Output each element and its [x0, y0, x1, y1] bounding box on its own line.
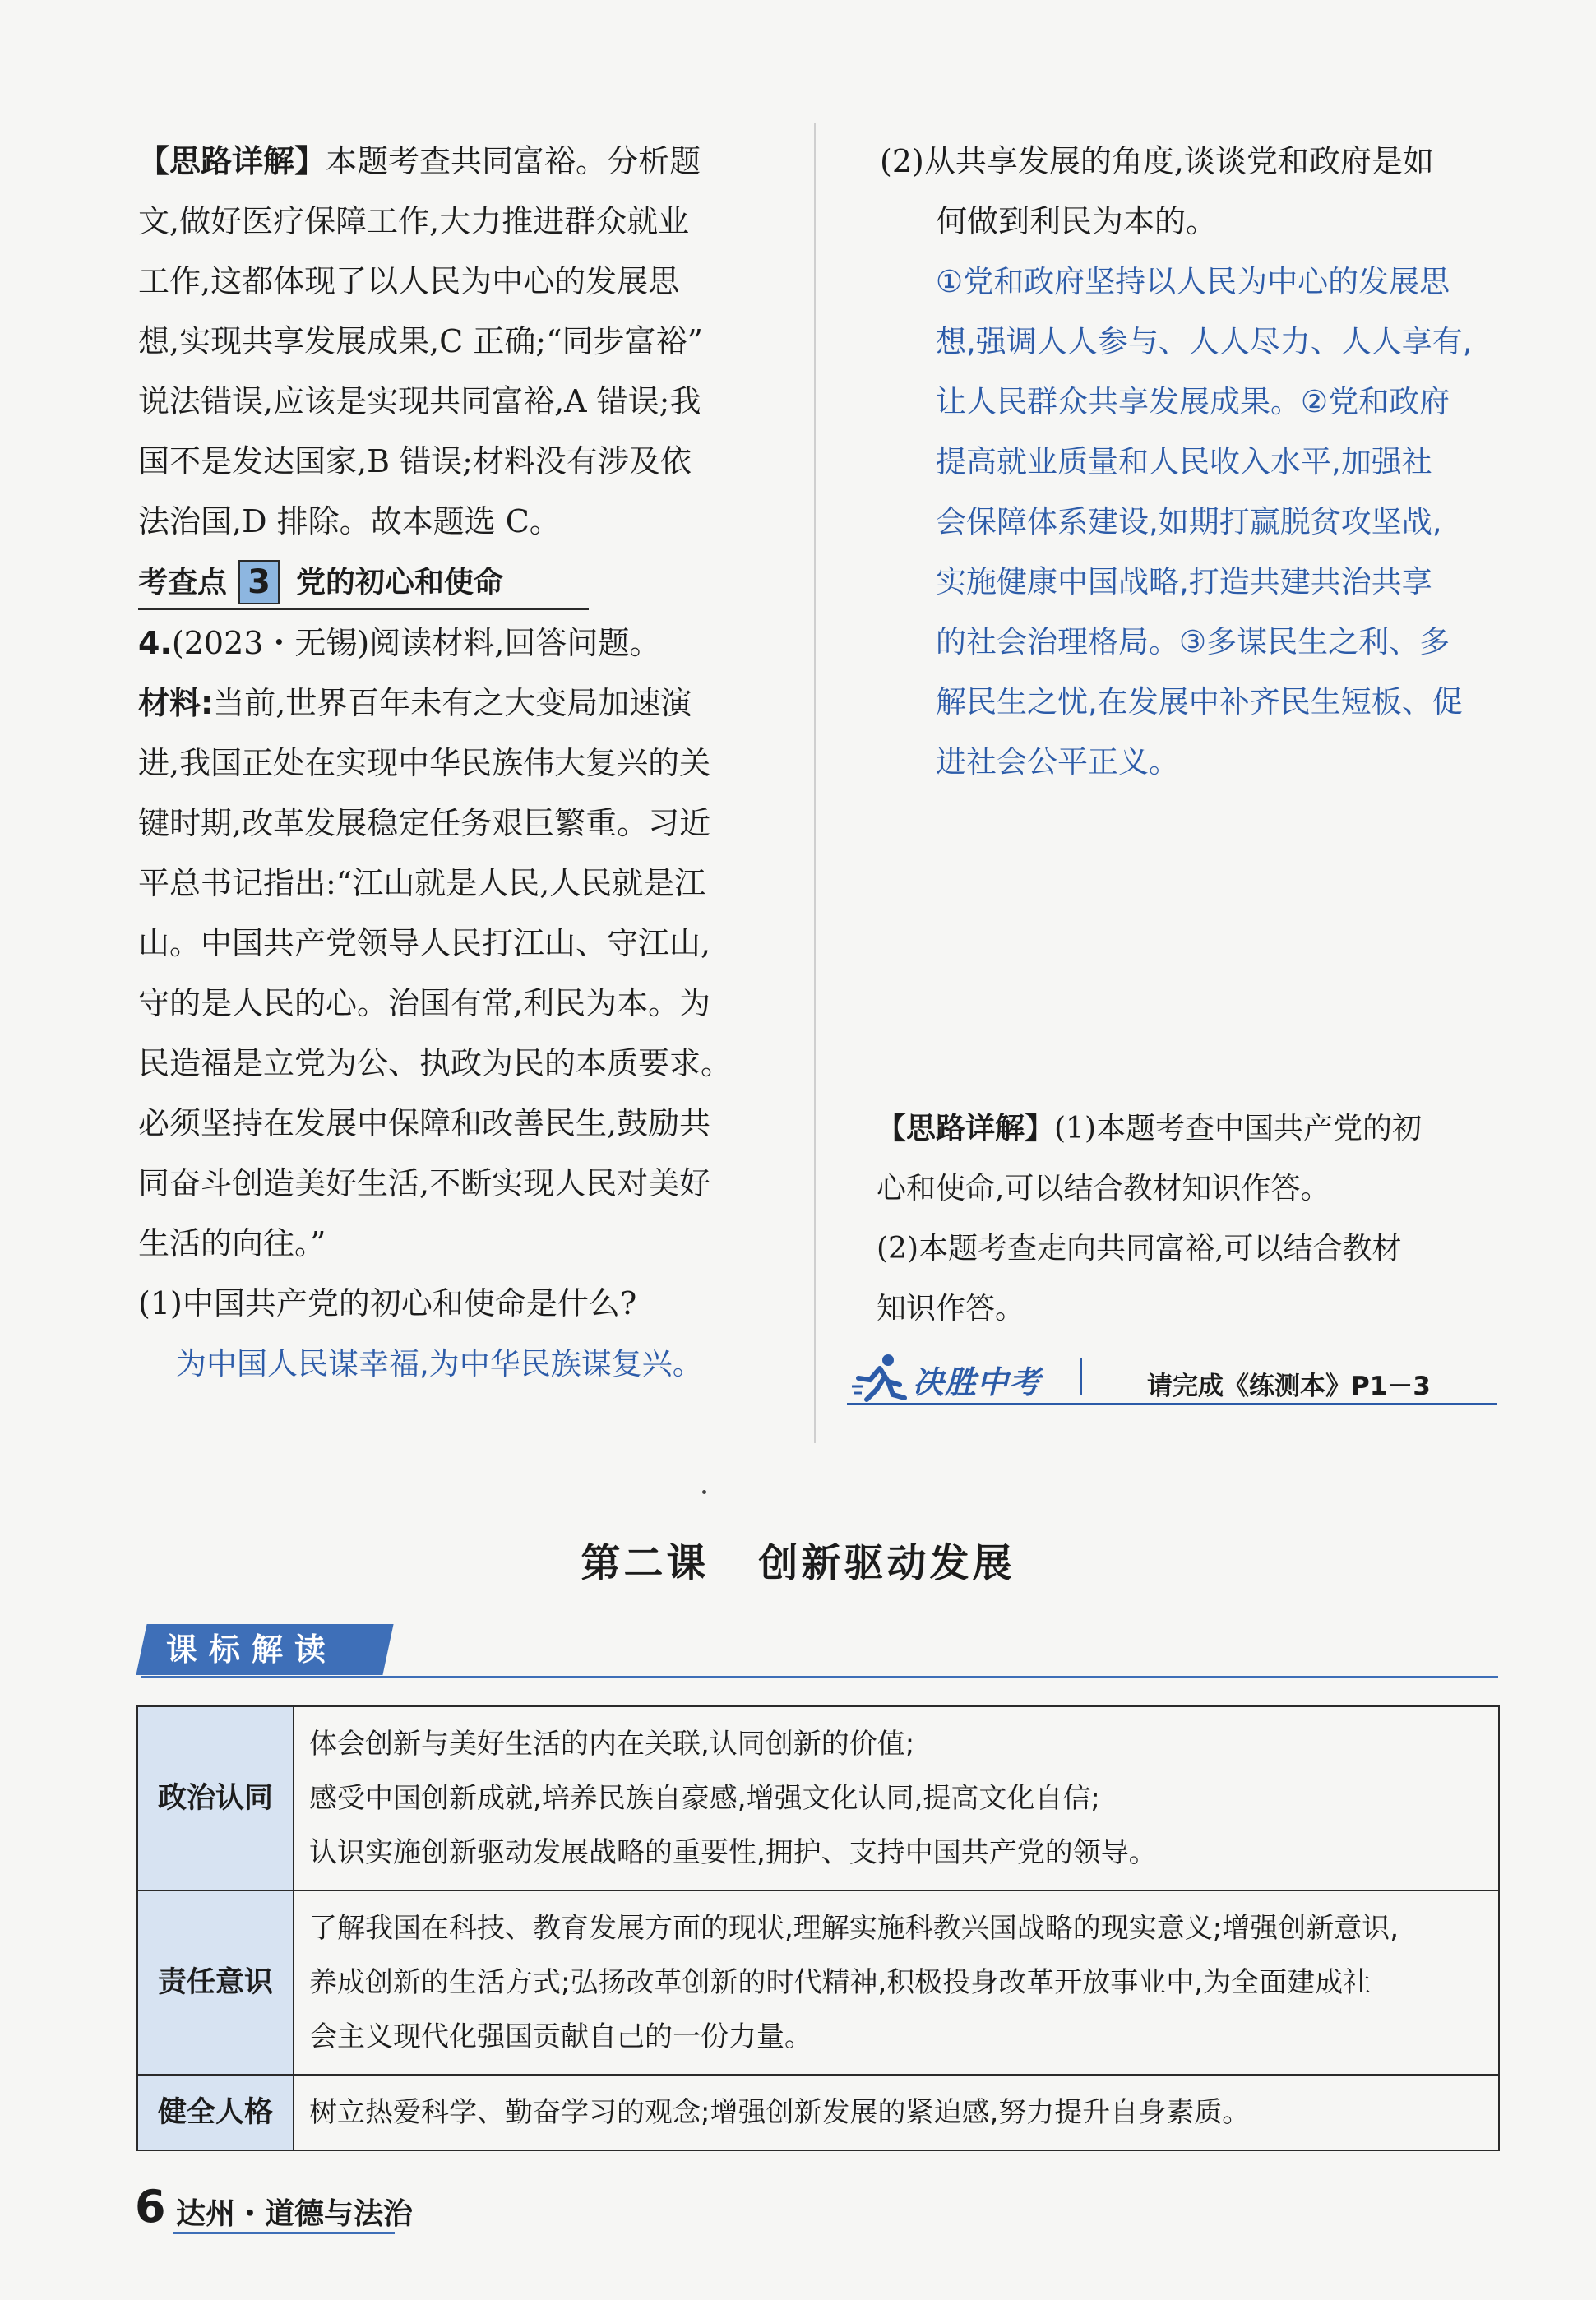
row-content: [294, 1706, 1499, 1890]
material-line: 山。中国共产党领导人民打江山、守江山,: [138, 925, 711, 961]
lesson-title: [0, 1531, 1596, 1588]
material-line: 键时期,改革发展稳定任务艰巨繁重。习近: [138, 805, 711, 841]
row-content: [294, 2075, 1499, 2150]
answer-2-line: 会保障体系建设,如期打赢脱贫攻坚战,: [936, 504, 1442, 539]
analysis-line: 心和使命,可以结合教材知识作答。: [877, 1172, 1330, 1206]
section-tab: [136, 1624, 393, 1675]
row-header: 责任意识: [137, 1890, 294, 2075]
material-line: 生活的向往。”: [138, 1225, 326, 1261]
section-label: 课标解读: [166, 1631, 338, 1668]
content-line: 感受中国创新成就,培养民族自豪感,增强文化认同,提高文化自信;: [309, 1782, 1100, 1815]
content-line: 树立热爱科学、勤奋学习的观念;增强创新发展的紧迫感,努力提升自身素质。: [309, 2096, 1251, 2129]
section-rule: [141, 1676, 1498, 1678]
row-content: [294, 1890, 1499, 2075]
analysis-tag: 【思路详解】: [877, 1112, 1055, 1145]
question-4-text: (2023・无锡)阅读材料,回答问题。: [171, 625, 661, 661]
content-line: 认识实施创新驱动发展战略的重要性,拥护、支持中国共产党的领导。: [309, 1836, 1157, 1869]
answer-1: 为中国人民谋幸福,为中华民族谋复兴。: [176, 1346, 703, 1381]
material-tag: 材料:: [138, 685, 214, 721]
sub-question-1: (1)中国共产党的初心和使命是什么?: [138, 1285, 637, 1321]
answer-2-line: 的社会治理格局。③多谋民生之利、多: [936, 624, 1450, 659]
answer-2-line: ①党和政府坚持以人民为中心的发展思: [936, 264, 1450, 299]
row-header: 健全人格: [137, 2075, 294, 2150]
material-line: 必须坚持在发展中保障和改善民生,鼓励共: [138, 1105, 711, 1141]
analysis-line: 国不是发达国家,B 错误;材料没有涉及依: [138, 443, 692, 479]
page-dot: [702, 1490, 706, 1494]
material-line: 同奋斗创造美好生活,不断实现人民对美好: [138, 1165, 711, 1201]
table-row: [137, 2075, 1499, 2150]
banner-logo: [847, 1349, 1069, 1406]
answer-2-line: 提高就业质量和人民收入水平,加强社: [936, 444, 1432, 479]
analysis-line: 工作,这都体现了以人民为中心的发展思: [138, 263, 680, 299]
material-line: 民造福是立党为公、执政为民的本质要求。: [138, 1045, 733, 1081]
kaodian-label: 考查点: [138, 565, 228, 599]
practice-banner: [847, 1349, 1497, 1406]
material-line: 当前,世界百年未有之大变局加速演: [213, 685, 692, 721]
kaodian-heading: [138, 557, 589, 610]
analysis-line: 法治国,D 排除。故本题选 C。: [138, 503, 561, 539]
footer-text: 达州・道德与法治: [176, 2197, 414, 2231]
lesson-name: 创新驱动发展: [758, 1540, 1015, 1586]
lesson-number: 第二课: [581, 1540, 710, 1586]
analysis-tag: 【思路详解】: [138, 143, 326, 179]
answer-2-line: 解民生之忧,在发展中补齐民生短板、促: [936, 684, 1463, 720]
table-row: [137, 1706, 1499, 1890]
analysis-line: 想,实现共享发展成果,C 正确;“同步富裕”: [138, 323, 703, 359]
table-row: [137, 1890, 1499, 2075]
material-line: 守的是人民的心。治国有常,利民为本。为: [138, 985, 711, 1021]
material-line: 平总书记指出:“江山就是人民,人民就是江: [138, 865, 706, 901]
analysis-paragraph: [877, 1099, 1510, 1159]
answer-2-line: 让人民群众共享发展成果。②党和政府: [936, 384, 1450, 419]
analysis-line: (1)本题考查中国共产党的初: [1054, 1112, 1423, 1145]
sub-question-2-line: 何做到利民为本的。: [936, 203, 1218, 239]
analysis-paragraph: [138, 132, 796, 192]
content-line: 会主义现代化强国贡献自己的一份力量。: [309, 2020, 812, 2053]
answer-2-line: 进社会公平正义。: [936, 744, 1179, 780]
analysis-line: (2)本题考查走向共同富裕,可以结合教材: [877, 1232, 1402, 1266]
row-header: 政治认同: [137, 1706, 294, 1890]
sub-question-2-line: (2)从共享发展的角度,谈谈党和政府是如: [880, 143, 1434, 179]
right-column: [880, 132, 1505, 792]
kaodian-number: 3: [238, 560, 280, 604]
banner-logo-text: 决胜中考: [913, 1364, 1042, 1400]
standards-table: [136, 1705, 1500, 2151]
footer-underline: [173, 2232, 395, 2234]
column-divider: [814, 123, 816, 1443]
material-line: 进,我国正处在实现中华民族伟大复兴的关: [138, 745, 711, 781]
analysis-line: 本题考查共同富裕。分析题: [326, 143, 701, 179]
kaodian-title: 党的初心和使命: [296, 565, 504, 599]
content-line: 体会创新与美好生活的内在关联,认同创新的价值;: [309, 1728, 915, 1761]
answer-2-line: 想,强调人人参与、人人尽力、人人享有,: [936, 324, 1473, 359]
analysis-line: 说法错误,应该是实现共同富裕,A 错误;我: [138, 383, 701, 419]
banner-text: 请完成《练测本》P1－3: [1147, 1372, 1431, 1401]
right-analysis: [877, 1099, 1510, 1339]
question-number: 4.: [138, 625, 172, 661]
left-column: [138, 132, 796, 1394]
page-number: 6: [135, 2181, 166, 2233]
analysis-line: 知识作答。: [877, 1292, 1025, 1326]
content-line: 养成创新的生活方式;弘扬改革创新的时代精神,积极投身改革开放事业中,为全面建成社: [309, 1966, 1372, 1999]
banner-underline: [847, 1403, 1497, 1405]
content-line: 了解我国在科技、教育发展方面的现状,理解实施科教兴国战略的现实意义;增强创新意识,: [309, 1912, 1399, 1945]
analysis-line: 文,做好医疗保障工作,大力推进群众就业: [138, 203, 690, 239]
banner-separator: [1080, 1358, 1082, 1395]
question-4-heading: [138, 613, 796, 673]
answer-2-line: 实施健康中国战略,打造共建共治共享: [936, 564, 1432, 599]
material-paragraph: [138, 673, 796, 734]
